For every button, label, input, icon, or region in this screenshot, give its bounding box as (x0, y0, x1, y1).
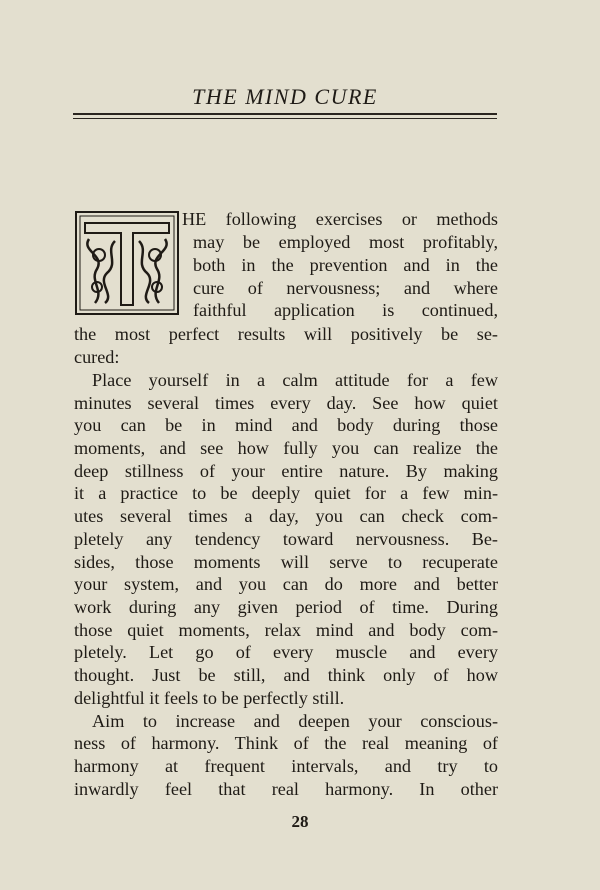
running-title: THE MIND CURE (192, 84, 378, 109)
text-line: your system, and you can do more and better (74, 574, 498, 594)
text-line: those quiet moments, relax mind and body com- (74, 620, 498, 640)
header-rule-bottom (73, 118, 497, 119)
text-line: pletely any tendency toward nervousness. Be- (74, 529, 498, 549)
text-line: pletely. Let go of every muscle and every (74, 642, 498, 662)
text-line: you can be in mind and body during those (74, 415, 498, 435)
ornamental-drop-cap-t (75, 211, 179, 315)
text-line: faithful application is continued, (193, 300, 498, 320)
text-line: both in the prevention and in the (193, 255, 498, 275)
text-line: HE following exercises or methods (182, 209, 498, 229)
text-line: delightful it feels to be perfectly still. (74, 688, 345, 708)
text-line: work during any given period of time. During (74, 597, 498, 617)
text-line: Aim to increase and deepen your conscious- (92, 711, 498, 731)
text-line: inwardly feel that real harmony. In other (74, 779, 498, 799)
text-line: cure of nervousness; and where (193, 278, 498, 298)
text-line: harmony at frequent intervals, and try to (74, 756, 498, 776)
text-line: cured: (74, 347, 120, 367)
text-line: moments, and see how fully you can realize the (74, 438, 498, 458)
page-number: 28 (291, 812, 309, 831)
text-line: the most perfect results will positively be se- (74, 324, 498, 344)
text-line: thought. Just be still, and think only of how (74, 665, 498, 685)
header-rule-top (73, 113, 497, 115)
text-line: minutes several times every day. See how quiet (74, 393, 498, 413)
text-line: deep stillness of your entire nature. By making (74, 461, 498, 481)
text-line: may be employed most profitably, (193, 232, 498, 252)
text-line: ness of harmony. Think of the real meaning of (74, 733, 498, 753)
text-line: it a practice to be deeply quiet for a few min- (74, 483, 498, 503)
text-line: utes several times a day, you can check com- (74, 506, 498, 526)
text-line: sides, those moments will serve to recuperate (74, 552, 498, 572)
text-line: Place yourself in a calm attitude for a few (92, 370, 498, 390)
